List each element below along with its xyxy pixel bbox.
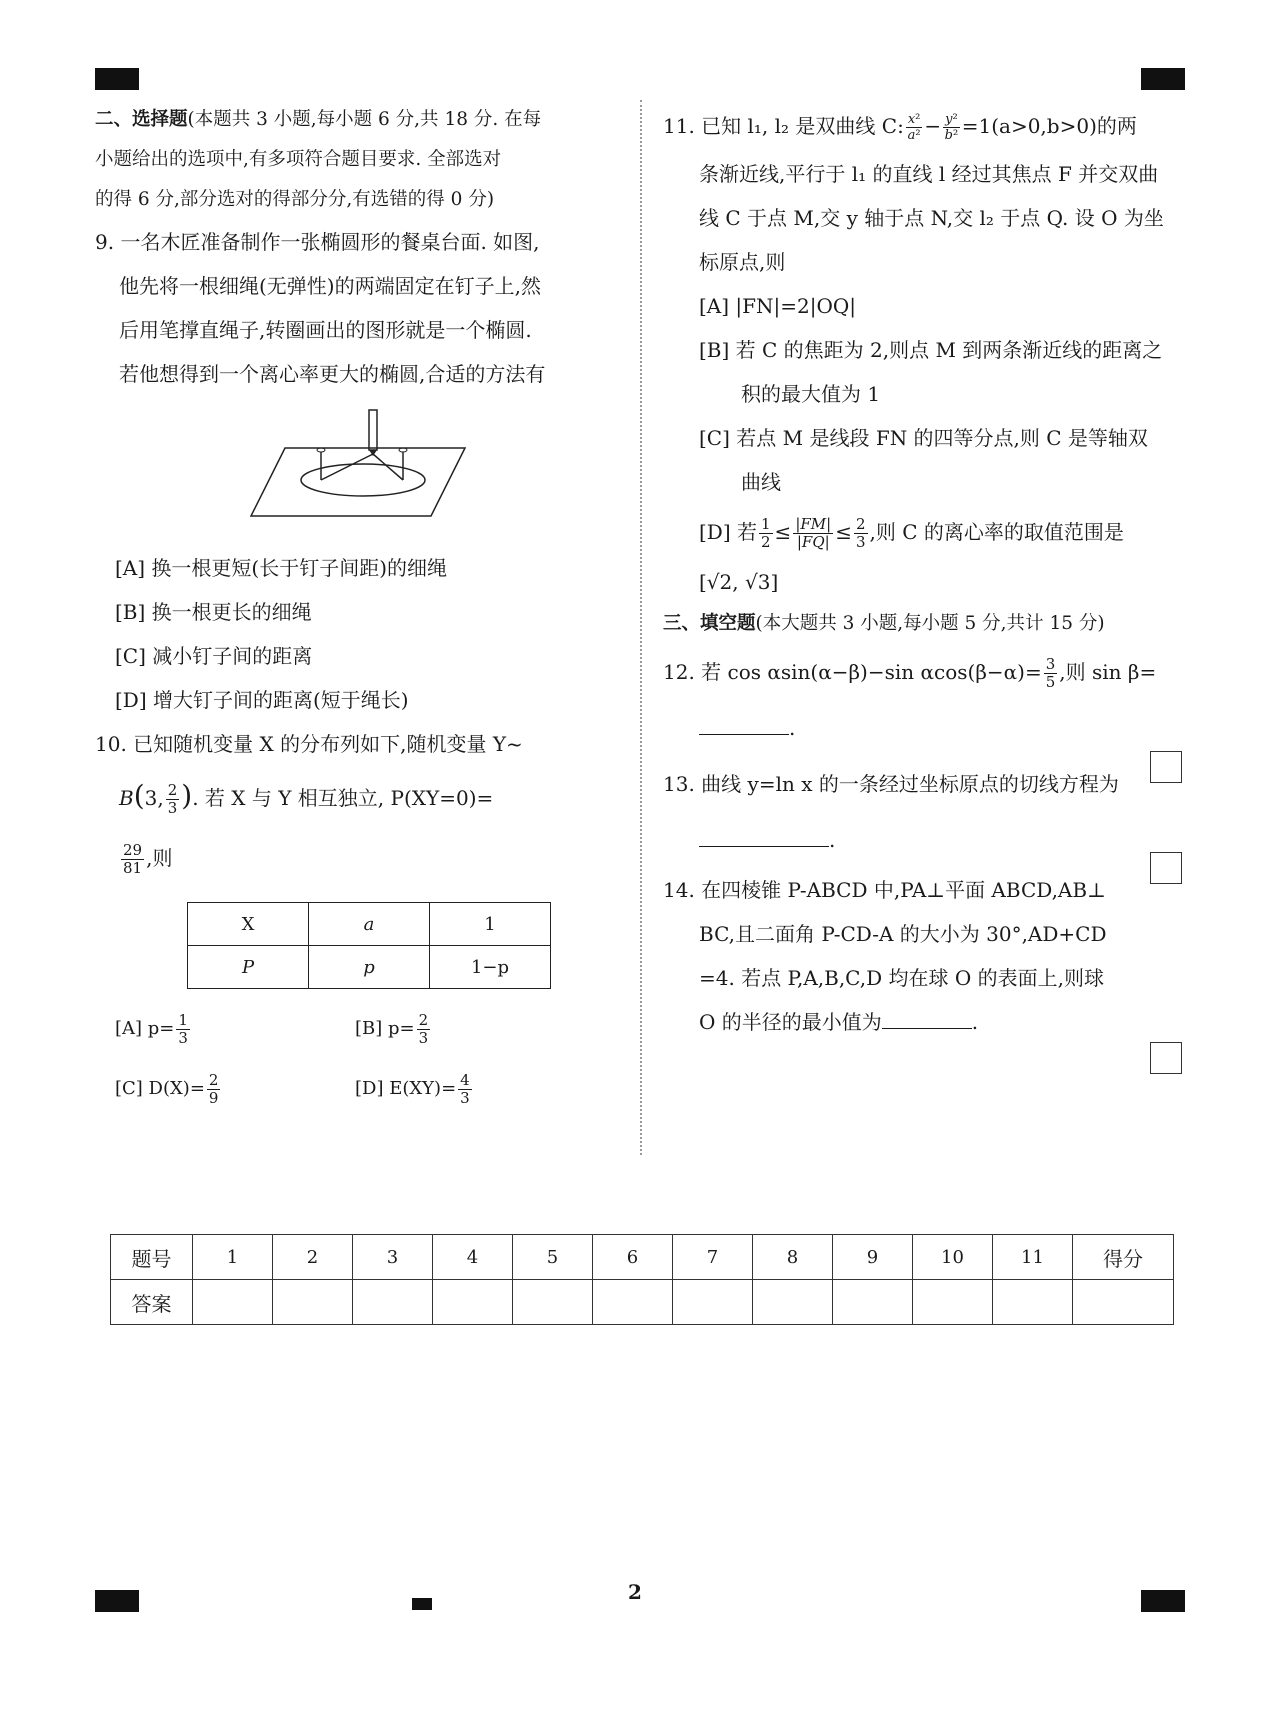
q11-option-b: [B] 若 C 的焦距为 2,则点 M 到两条渐近线的距离之 (699, 338, 1163, 362)
q10-options-row (95, 1059, 620, 1119)
answer-cell[interactable] (353, 1280, 433, 1325)
q10-option-a: [A] p= $\frac{1}{3}$ (115, 1010, 188, 1047)
answer-cell[interactable] (513, 1280, 593, 1325)
q11-option-b-cont: 积的最大值为 1 (741, 382, 881, 406)
table-cell: 10 (913, 1235, 993, 1280)
q9-text: 若他想得到一个离心率更大的椭圆,合适的方法有 (119, 362, 546, 386)
table-cell: X (188, 903, 309, 946)
table-cell: 4 (433, 1235, 513, 1280)
q10-option-b: [B] p= $\frac{2}{3}$ (355, 1010, 429, 1047)
score-cell[interactable] (1073, 1280, 1174, 1325)
table-cell: 11 (993, 1235, 1073, 1280)
table-cell: 1 (193, 1235, 273, 1280)
answer-cell[interactable] (913, 1280, 993, 1325)
page-number: 2 (628, 1580, 642, 1604)
registration-mark-top-right (1141, 68, 1185, 90)
q14-score-box[interactable] (1150, 1042, 1182, 1074)
table-cell: 得分 (1073, 1235, 1174, 1280)
table-cell: 答案 (111, 1280, 193, 1325)
answer-cell[interactable] (753, 1280, 833, 1325)
table-cell: 1 (430, 903, 551, 946)
answer-cell[interactable] (673, 1280, 753, 1325)
q9-text: 后用笔撑直绳子,转圈画出的图形就是一个椭圆. (119, 318, 532, 342)
q11-text: 条渐近线,平行于 l₁ 的直线 l 经过其焦点 F 并交双曲 (699, 162, 1159, 186)
table-cell: 2 (273, 1235, 353, 1280)
q10-text: $\frac{29}{81}$ ,则 (123, 841, 173, 877)
answer-table-answer-row (111, 1280, 1174, 1325)
table-cell: 7 (673, 1235, 753, 1280)
section2-note: 的得 6 分,部分选对的得部分分,有选错的得 0 分) (95, 189, 495, 210)
q11-option-d-cont: [√2, √3] (699, 570, 779, 594)
q10-option-d: [D] E(XY)= $\frac{4}{3}$ (355, 1070, 470, 1107)
table-cell: a (309, 903, 430, 946)
answer-cell[interactable] (193, 1280, 273, 1325)
q9-option-d: [D] 增大钉子间的距离(短于绳长) (115, 688, 409, 712)
answer-table (110, 1234, 1174, 1325)
q9-text: 9. 一名木匠准备制作一张椭圆形的餐桌台面. 如图, (95, 230, 540, 254)
table-cell: 题号 (111, 1235, 193, 1280)
q10-text: 10. 已知随机变量 X 的分布列如下,随机变量 Y~ (95, 732, 523, 756)
q14-text: =4. 若点 P,A,B,C,D 均在球 O 的表面上,则球 (699, 966, 1104, 990)
section3-title: 三、填空题(本大题共 3 小题,每小题 5 分,共计 15 分) (663, 613, 1105, 634)
section2-note: 小题给出的选项中,有多项符合题目要求. 全部选对 (95, 149, 502, 170)
q14-text: 14. 在四棱锥 P-ABCD 中,PA⊥平面 ABCD,AB⊥ (663, 878, 1106, 902)
answer-cell[interactable] (433, 1280, 513, 1325)
q11-text: 11. 已知 l₁, l₂ 是双曲线 C: $\frac{\text{x²}}{\text{a²}}$ − $\frac{\text{y²}}{\text{b²}}$ =1(a>0,b>0)的两 (663, 112, 1137, 143)
table-cell: 5 (513, 1235, 593, 1280)
q9-option-c: [C] 减小钉子间的距离 (115, 644, 313, 668)
q14-text: O 的半径的最小值为 . (699, 1010, 979, 1034)
answer-cell[interactable] (593, 1280, 673, 1325)
q11-text: 标原点,则 (699, 250, 786, 274)
q12-text: 12. 若 cos αsin(α−β)−sin αcos(β−α)= $\frac{3}{5}$ ,则 sin β= (663, 655, 1157, 691)
q9-option-b: [B] 换一根更长的细绳 (115, 600, 312, 624)
q9-option-a: [A] 换一根更短(长于钉子间距)的细绳 (115, 556, 448, 580)
q11-option-a: [A] |FN|=2|OQ| (699, 294, 857, 318)
registration-mark-top-left (95, 68, 139, 90)
table-cell: P (188, 946, 309, 989)
q13-text: 13. 曲线 y=ln x 的一条经过坐标原点的切线方程为 (663, 772, 1119, 796)
q13-score-box[interactable] (1150, 852, 1182, 884)
q10-option-c: [C] D(X)= $\frac{2}{9}$ (115, 1070, 219, 1107)
q9-text: 他先将一根细绳(无弹性)的两端固定在钉子上,然 (119, 274, 541, 298)
q12-score-box[interactable] (1150, 751, 1182, 783)
table-cell: 8 (753, 1235, 833, 1280)
answer-cell[interactable] (833, 1280, 913, 1325)
answer-cell[interactable] (273, 1280, 353, 1325)
table-cell: p (309, 946, 430, 989)
registration-mark-bottom-center (412, 1598, 432, 1610)
q13-blank-line: . (663, 812, 1185, 868)
distribution-table (187, 902, 551, 989)
section2-title: 二、选择题(本题共 3 小题,每小题 6 分,共 18 分. 在每 (95, 109, 542, 130)
right-column (663, 100, 1185, 1044)
q10-text: B(3, $\frac{2}{3}$ ). 若 X 与 Y 相互独立, P(XY=0)= (119, 779, 494, 817)
ellipse-drawing-figure (243, 406, 473, 536)
table-cell: 1−p (430, 946, 551, 989)
q11-option-d: [D] 若 $\frac{1}{2}$ ≤ $\frac{|FM|}{|FQ|}$ ≤ $\frac{2}{3}$ ,则 C 的离心率的取值范围是 (699, 515, 1124, 551)
table-cell: 9 (833, 1235, 913, 1280)
registration-mark-bottom-right (1141, 1590, 1185, 1612)
answer-cell[interactable] (993, 1280, 1073, 1325)
q11-option-c: [C] 若点 M 是线段 FN 的四等分点,则 C 是等轴双 (699, 426, 1148, 450)
answer-table-header-row (111, 1235, 1174, 1280)
table-cell: 3 (353, 1235, 433, 1280)
q10-options-row (95, 999, 620, 1059)
q11-text: 线 C 于点 M,交 y 轴于点 N,交 l₂ 于点 Q. 设 O 为坐 (699, 206, 1164, 230)
q14-text: BC,且二面角 P-CD-A 的大小为 30°,AD+CD (699, 922, 1107, 946)
column-divider (640, 100, 642, 1155)
q12-blank-line: . (663, 700, 1185, 756)
table-cell: 6 (593, 1235, 673, 1280)
registration-mark-bottom-left (95, 1590, 139, 1612)
q11-option-c-cont: 曲线 (741, 470, 781, 494)
left-column (95, 100, 620, 1119)
